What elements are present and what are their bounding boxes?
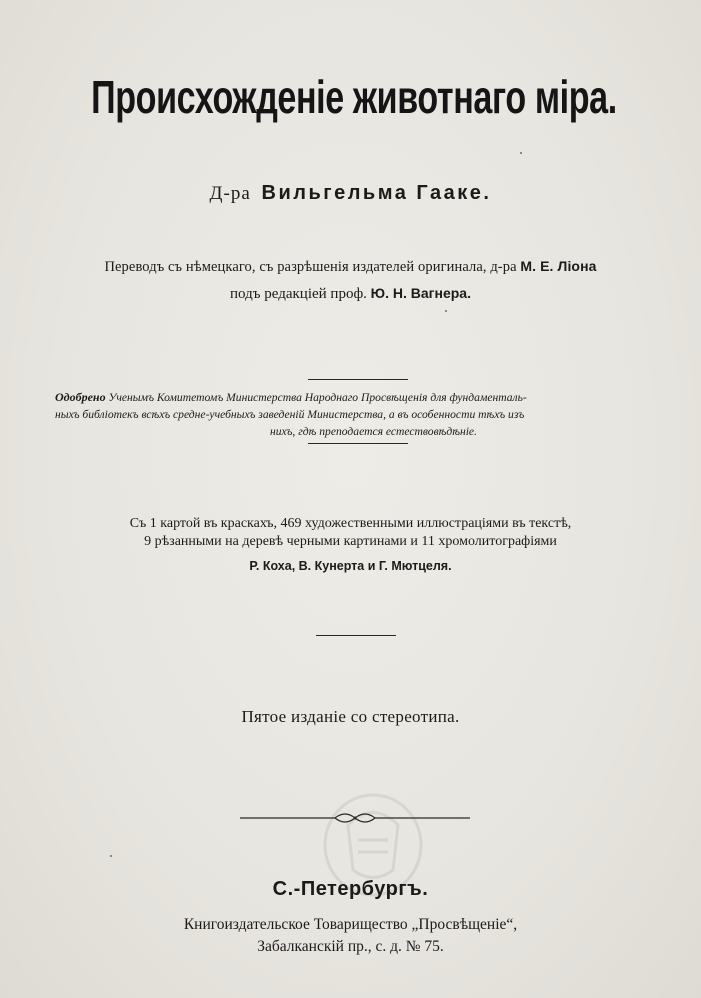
author-name: Вильгельма Гааке. bbox=[261, 182, 492, 204]
editor-name: Ю. Н. Вагнера. bbox=[370, 285, 471, 301]
imprint-publisher: Книгоиздательское Товарищество „Просвѣщеніе“, bbox=[183, 916, 518, 933]
divider-middle bbox=[308, 443, 408, 444]
divider-top bbox=[308, 379, 408, 380]
imprint-address: Забалканскій пр., с. д. № 75. bbox=[257, 938, 444, 955]
author-prefix: Д-ра bbox=[209, 183, 251, 204]
approval-line-3: нихъ, гдѣ преподается естествовѣдѣніе. bbox=[270, 425, 477, 438]
illustrations-line-2: 9 рѣзанными на деревѣ черными картинами и 11 хромолитографіями bbox=[144, 534, 557, 549]
approval-notice bbox=[55, 389, 655, 440]
book-title: Происхожденіе животнаго міра. bbox=[91, 71, 617, 123]
approval-lead: Одобрено bbox=[55, 390, 106, 404]
ornament-divider bbox=[240, 808, 470, 828]
edition-statement: Пятое изданіе со стереотипа. bbox=[241, 707, 460, 726]
illustrations-line-1: Съ 1 картой въ краскахъ, 469 художественными иллюстраціями въ текстѣ, bbox=[129, 516, 572, 531]
editor-text: подъ редакціей проф. bbox=[230, 286, 367, 302]
author-line bbox=[0, 182, 701, 205]
translator-name: М. Е. Ліона bbox=[520, 258, 597, 274]
paper-speck bbox=[110, 855, 112, 857]
translation-line bbox=[0, 258, 701, 276]
paper-speck bbox=[445, 310, 447, 312]
approval-line-1-text: Ученымъ Комитетомъ Министерства Народнаго Просвѣщенія для фундаменталь- bbox=[108, 391, 527, 404]
approval-line-2: ныхъ библіотекъ всѣхъ средне-учебныхъ заведеній Министерства, а въ особенности тѣхъ изъ bbox=[55, 408, 525, 421]
approval-line-1 bbox=[55, 389, 655, 406]
editor-line bbox=[0, 285, 701, 303]
divider-lower bbox=[316, 635, 396, 636]
imprint-city: С.-Петербургъ. bbox=[272, 878, 429, 900]
paper-speck bbox=[520, 152, 522, 154]
illustrators: Р. Коха, В. Кунерта и Г. Мютцеля. bbox=[249, 559, 452, 573]
translation-text: Переводъ съ нѣмецкаго, съ разрѣшенія издателей оригинала, д-ра bbox=[104, 259, 517, 275]
